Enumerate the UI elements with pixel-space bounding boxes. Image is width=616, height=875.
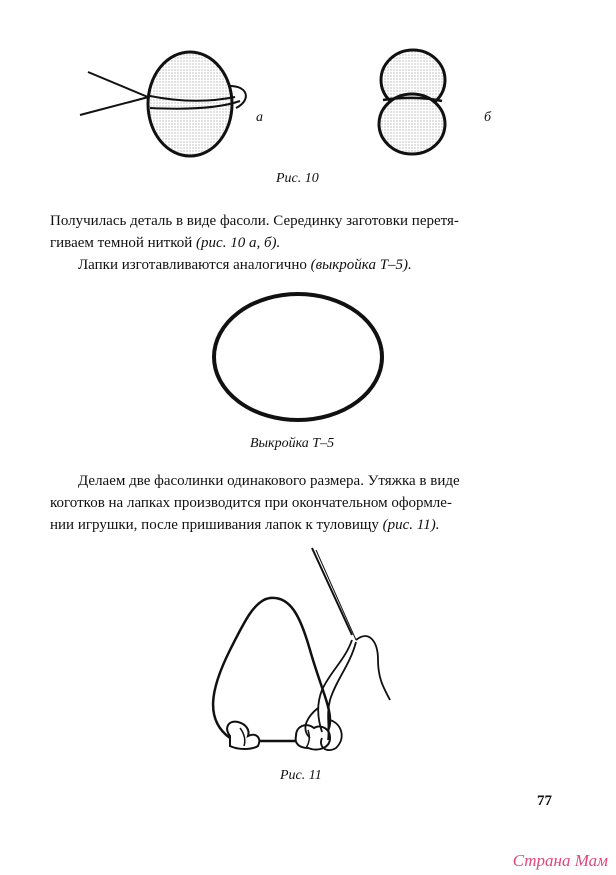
figure-11-caption: Рис. 11: [280, 768, 322, 783]
figure-11-reference: (рис. 11).: [382, 517, 440, 533]
paragraph-1-line-3-text: Лапки изготавливаются аналогично: [78, 257, 311, 273]
figure-10b-label: б: [484, 110, 492, 125]
watermark: Страна Мам: [512, 851, 608, 870]
pattern-t5-reference: (выкройка Т–5).: [310, 257, 412, 273]
paragraph-2-line-3-text: нии игрушки, после пришивания лапок к туловищу: [50, 517, 383, 533]
figure-10a-label: а: [256, 110, 263, 125]
figure-11-paw: [213, 548, 390, 750]
pattern-t5-caption: Выкройка Т–5: [250, 436, 335, 451]
paragraph-1-line-2-text: гиваем темной ниткой: [50, 235, 197, 251]
page-number: 77: [537, 793, 552, 809]
figure-10-caption: Рис. 10: [276, 171, 319, 186]
paragraph-2-line-1: Делаем две фасолинки одинакового размера. Утяжка в виде: [78, 473, 460, 489]
paragraph-2-line-2: коготков на лапках производится при окончательном оформле-: [50, 495, 452, 511]
figure-10-reference: (рис. 10 а, б).: [196, 235, 281, 251]
paragraph-1-line-1: Получилась деталь в виде фасоли. Серединку заготовки перетя-: [50, 213, 459, 229]
